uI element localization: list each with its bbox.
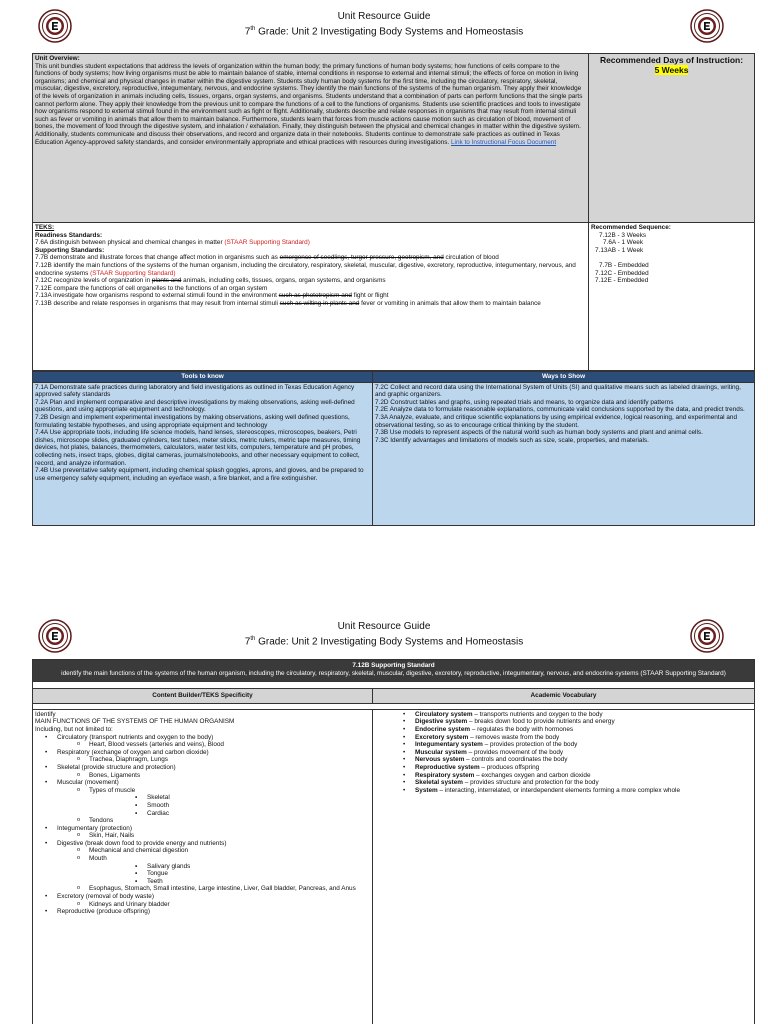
sequence-item: 7.13AB - 1 Week — [595, 246, 644, 254]
page-2 — [0, 610, 768, 1024]
vocab-item: • Nervous system – controls and coordinates the body — [375, 756, 752, 764]
tools-item: 7.2A Plan and implement comparative and descriptive investigations by making observations, asking well-defined questions, and using appropriate equipment and technology. — [35, 398, 355, 414]
sequence-heading: Recommended Sequence: — [591, 224, 671, 231]
sequence-item: 7.7B - Embedded — [599, 261, 649, 269]
ways-item: 7.3B Use models to represent aspects of the natural world such as human body systems and plant and animal cells. — [375, 429, 703, 437]
ways-item: 7.2C Collect and record data using the International System of Units (SI) and qualitative means such as labeled drawings, writing, and graphic organizers. — [375, 383, 741, 399]
list-item: o Skin, Hair, Nails — [57, 832, 370, 840]
vocab-item: • Circulatory system – transports nutrients and oxygen to the body — [375, 711, 752, 719]
recommended-days-label: Recommended Days of Instruction: — [599, 55, 744, 65]
list-item: ▪ Salivary glands — [89, 863, 370, 871]
spacer-row — [33, 682, 755, 689]
doc-title: Unit Resource Guide — [337, 11, 431, 22]
teks-item: 7.7B demonstrate and illustrate forces that change affect motion in organisms such as emergence of seedlings, turgor pressure, geotropism, and circulation of blood — [35, 254, 499, 262]
doc-subtitle: 7th Grade: Unit 2 Investigating Body Systems and Homeostasis — [244, 26, 524, 38]
teks-item: 7.12B identify the main functions of the systems of the human organism, including the circulatory, respiratory, skeletal, muscular, digestive, excretory, reproductive, integumentary, nervous, and endocrine systems (STAAR Supporting Standard) — [35, 261, 576, 277]
teks-item: 7.6A distinguish between physical and chemical changes in matter (STAAR Supporting Standard) — [35, 239, 310, 247]
content-builder-heading: Content Builder/TEKS Specificity — [33, 689, 373, 704]
teks-cell — [33, 223, 589, 371]
vocab-item: • Reproductive system – produces offspring — [375, 764, 752, 772]
academic-vocabulary-heading: Academic Vocabulary — [373, 689, 755, 704]
list-item: ▪ Tongue — [89, 870, 370, 878]
ways-to-show-cell — [373, 382, 755, 525]
sequence-item: 7.12C - Embedded — [595, 269, 649, 277]
unit-overview-heading: Unit Overview: — [35, 55, 80, 62]
list-item: o Trachea, Diaphragm, Lungs — [57, 756, 370, 764]
vocab-item: • System – interacting, interrelated, or interdependent elements forming a more complex whole — [375, 787, 752, 795]
content-intro: MAIN FUNCTIONS OF THE SYSTEMS OF THE HUMAN ORGANISM — [35, 718, 235, 726]
instructional-focus-link[interactable]: Link to Instructional Focus Document — [450, 138, 557, 146]
list-item: • Reproductive (produce offspring) — [35, 908, 370, 916]
list-item: • Digestive (break down food to provide energy and nutrients) o Mechanical and chemical digestion o Mouth ▪ Salivary glands ▪ Tongue ▪ Teeth o Esophagus, Stomach, Small intestine, Large intestine, Liver, Gall bladder, Pancreas, and Anus — [35, 840, 370, 893]
district-seal-icon — [38, 619, 72, 653]
ways-item: 7.3A Analyze, evaluate, and critique scientific explanations by using empirical evidence, logical reasoning, and experimental and observational testing, so as to encourage critical thinking by the student. — [375, 413, 737, 429]
list-item: o Tendons — [57, 817, 370, 825]
list-item: o Bones, Ligaments — [57, 772, 370, 780]
teks-item: 7.13B describe and relate responses in organisms that may result from internal stimuli such as wilting in plants and fever or vomiting in animals that allow them to maintain balance — [35, 299, 541, 307]
vocab-item: • Digestive system – breaks down food to provide nutrients and energy — [375, 718, 752, 726]
process-standards-table — [32, 371, 755, 526]
tools-item: 7.1A Demonstrate safe practices during laboratory and field investigations as outlined in Texas Education Agency approved safety standards — [35, 383, 355, 399]
academic-vocabulary-cell — [373, 709, 755, 1024]
unit-overview-text: This unit bundles student expectations that address the levels of organization within the human body; the primary functions of human body systems; how functions of cells compare to the functions of body systems; how living organisms must be able to maintain balance of stable, internal conditions in response to external and internal stimuli; the effects of force on motion in living organisms; and chemical and physical changes in matter within the digestive system. Students study human body systems for the first time, including the circulatory, respiratory, skeletal, muscular, digestive, excretory, reproductive, integumentary, nervous, and endocrine systems. They identify the main functions of the systems of the human organism. They apply their knowledge of the levels of organization in animals including cells, tissues, organs, organ systems, and organisms. Students understand that a combination of parts can perform functions that the single parts cannot perform alone. They apply their knowledge from the previous unit to compare the functions of a cell to the functions of organisms. Students use scientific practices and tools to investigate how organisms respond to external stimuli found in the environment such as fight or flight. Additionally, students describe and relate responses in organisms that may result from internal stimuli such as fever or vomiting in animals that allow them to maintain balance. Furthermore, students learn that forces from muscle actions cause motion such as circulation of blood, movement of bones, the movement of food through the digestive system, and inhalation / exhalation. Finally, they distinguish between the physical and chemical changes in matter within the digestive system. Additionally, students communicate and discuss their observations, and record and organize data in their notebooks. Students continue to demonstrate safe practices as outlined in Texas Education Agency-approved safety standards, and consider environmentally appropriate and ethical practices with resources during investigations. — [35, 62, 583, 146]
content-intro: Identify — [35, 710, 56, 718]
vocab-item: • Endocrine system – regulates the body with hormones — [375, 726, 752, 734]
list-item: o Esophagus, Stomach, Small intestine, Large intestine, Liver, Gall bladder, Pancreas, and Anus — [57, 885, 370, 893]
list-item: • Circulatory (transport nutrients and oxygen to the body) o Heart, Blood vessels (arteries and veins), Blood — [35, 734, 370, 749]
sequence-item: 7.6A - 1 Week — [603, 239, 644, 247]
district-seal-icon — [690, 619, 724, 653]
vocab-item: • Respiratory system – exchanges oxygen and carbon dioxide — [375, 772, 752, 780]
teks-item: 7.12E compare the functions of cell organelles to the functions of an organ system — [35, 284, 268, 292]
recommended-days-value: 5 Weeks — [654, 65, 689, 75]
teks-item: 7.13A investigate how organisms respond to external stimuli found in the environment such as phototropism and fight or flight — [35, 292, 389, 300]
unit-overview-table — [32, 53, 755, 371]
vocab-item: • Skeletal system – provides structure and protection for the body — [375, 779, 752, 787]
list-item: o Mouth ▪ Salivary glands ▪ Tongue ▪ Teeth — [57, 855, 370, 885]
ways-item: 7.2E Analyze data to formulate reasonable explanations, communicate valid conclusions supported by the data, and predict trends. — [375, 406, 745, 414]
recommended-sequence-cell — [589, 223, 755, 371]
page-header — [0, 610, 768, 654]
vocabulary-list — [375, 711, 752, 795]
district-seal-icon — [38, 9, 72, 43]
page-gap — [0, 580, 768, 610]
teks-item: 7.12C recognize levels of organization in plants and animals, including cells, tissues, organs, organ systems, and organisms — [35, 277, 386, 285]
recommended-days-cell — [589, 54, 755, 223]
list-item: ▪ Smooth — [89, 802, 370, 810]
ways-to-show-heading: Ways to Show — [373, 372, 755, 383]
standard-detail-table — [32, 659, 755, 1024]
tools-item: 7.4B Use preventative safety equipment, including chemical splash goggles, aprons, and gloves, and be prepared to use emergency safety equipment, including an eye/face wash, a fire blanket, and a fire extinguisher. — [35, 467, 364, 482]
body-systems-list — [35, 734, 370, 916]
list-item: ▪ Cardiac — [89, 810, 370, 818]
teks-heading: TEKS: — [35, 224, 55, 231]
doc-subtitle: 7th Grade: Unit 2 Investigating Body Systems and Homeostasis — [244, 636, 524, 648]
tools-to-know-heading: Tools to know — [33, 372, 373, 383]
list-item: o Types of muscle ▪ Skeletal ▪ Smooth ▪ Cardiac — [57, 787, 370, 817]
tools-item: 7.4A Use appropriate tools, including life science models, hand lenses, stereoscopes, microscopes, beakers, Petri dishes, microscope slides, graduated cylinders, test tubes, meter sticks, metric rulers, metric tape measures, timing devices, hot plates, balances, thermometers, calculators, water test kits, computers, temperature and pH probes, collecting nets, insect traps, globes, digital cameras, journals/notebooks, and other necessary equipment to collect, record, and analyze information. — [35, 429, 361, 467]
district-seal-icon — [690, 9, 724, 43]
vocab-item: • Excretory system – removes waste from the body — [375, 734, 752, 742]
list-item: • Excretory (removal of body waste) o Kidneys and Urinary bladder — [35, 893, 370, 908]
content-intro: Including, but not limited to: — [35, 725, 113, 733]
tools-to-know-cell — [33, 382, 373, 525]
list-item: • Respiratory (exchange of oxygen and carbon dioxide) o Trachea, Diaphragm, Lungs — [35, 749, 370, 764]
list-item: o Kidneys and Urinary bladder — [57, 901, 370, 909]
list-item: ▪ Teeth — [89, 878, 370, 886]
sequence-item: 7.12B - 3 Weeks — [599, 231, 647, 239]
readiness-heading: Readiness Standards: — [35, 231, 103, 239]
vocab-item: • Muscular system – provides movement of the body — [375, 749, 752, 757]
standard-banner — [33, 660, 755, 682]
unit-overview-cell — [33, 54, 589, 223]
tools-item: 7.2B Design and implement experimental investigations by making observations, asking well defined questions, formulating testable hypotheses, and using appropriate equipment and technology — [35, 413, 350, 429]
page-header — [0, 0, 768, 44]
ways-item: 7.2D Construct tables and graphs, using repeated trials and means, to organize data and identify patterns — [375, 398, 674, 406]
ways-item: 7.3C Identify advantages and limitations of models such as size, scale, properties, and materials. — [375, 436, 649, 444]
standard-text: identify the main functions of the systems of the human organism, including the circulatory, respiratory, skeletal, muscular, digestive, excretory, reproductive, integumentary, nervous, and endocrine systems (STAAR Supporting Standard) — [61, 669, 726, 677]
standard-title: 7.12B Supporting Standard — [352, 662, 435, 669]
supporting-heading: Supporting Standards: — [35, 246, 105, 254]
sequence-item: 7.12E - Embedded — [595, 277, 649, 285]
sequence-spacer — [595, 254, 752, 262]
list-item: • Integumentary (protection) o Skin, Hair, Nails — [35, 825, 370, 840]
list-item: • Skeletal (provide structure and protection) o Bones, Ligaments — [35, 764, 370, 779]
doc-title: Unit Resource Guide — [337, 621, 431, 632]
list-item: ▪ Skeletal — [89, 794, 370, 802]
vocab-item: • Integumentary system – provides protection of the body — [375, 741, 752, 749]
content-builder-cell — [33, 709, 373, 1024]
list-item: • Muscular (movement) o Types of muscle ▪ Skeletal ▪ Smooth ▪ Cardiac o Tendons — [35, 779, 370, 825]
list-item: o Mechanical and chemical digestion — [57, 847, 370, 855]
list-item: o Heart, Blood vessels (arteries and veins), Blood — [57, 741, 370, 749]
